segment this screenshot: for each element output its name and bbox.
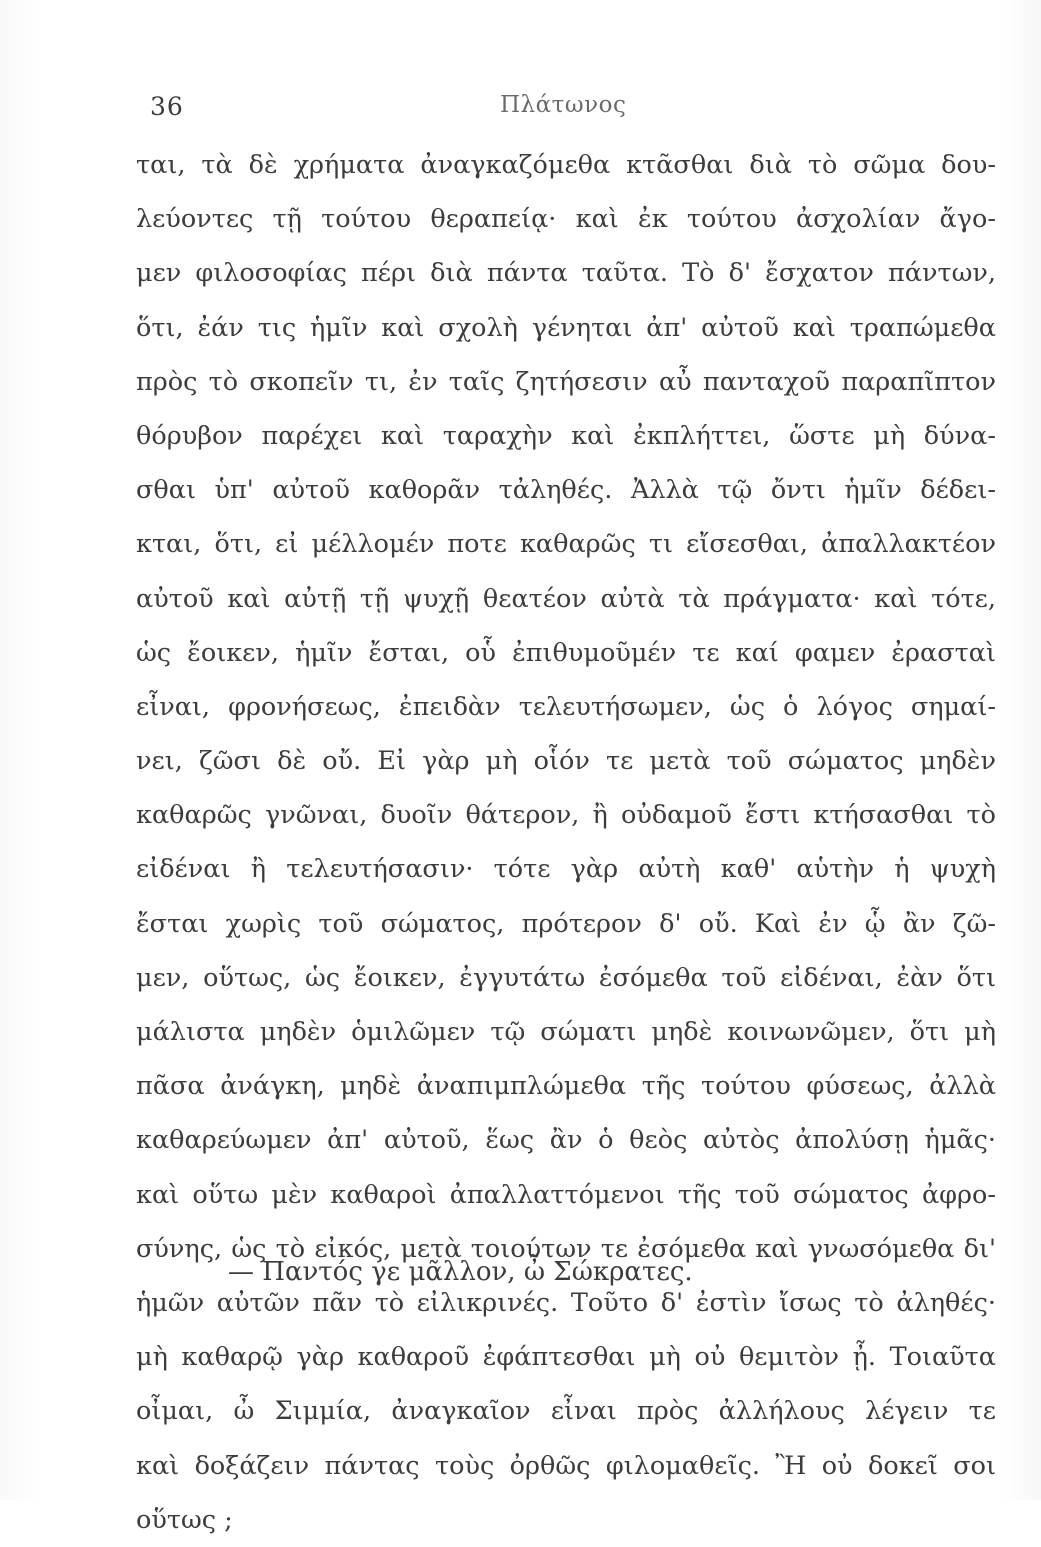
text-line: πρὸς τὸ σκοπεῖν τι, ἐν ταῖς ζητήσεσιν αὖ πανταχοῦ παραπῖπτον bbox=[136, 366, 996, 397]
text-line: καθαρῶς γνῶναι, δυοῖν θάτερον, ἢ οὐδαμοῦ ἔστι κτήσασθαι τὸ bbox=[136, 800, 996, 831]
text-line: ται, τὰ δὲ χρήματα ἀναγκαζόμεθα κτᾶσθαι διὰ τὸ σῶμα δου- bbox=[136, 150, 996, 180]
text-line: ὡς ἔοικεν, ἡμῖν ἔσται, οὗ ἐπιθυμοῦμέν τε καί φαμεν ἐρασταὶ bbox=[136, 637, 996, 668]
text-line: εἰδέναι ἢ τελευτήσασιν· τότε γὰρ αὐτὴ καθ' αὑτὴν ἡ ψυχὴ bbox=[136, 854, 996, 885]
text-line: κται, ὅτι, εἰ μέλλομέν ποτε καθαρῶς τι εἴσεσθαι, ἀπαλλακτέον bbox=[136, 529, 996, 560]
body-text bbox=[136, 138, 996, 1547]
text-line: καὶ οὕτω μὲν καθαροὶ ἀπαλλαττόμενοι τῆς τοῦ σώματος ἀφρο- bbox=[136, 1179, 996, 1210]
text-line: θόρυβον παρέχει καὶ ταραχὴν καὶ ἐκπλήττει, ὥστε μὴ δύνα- bbox=[136, 420, 996, 451]
page-number: 36 bbox=[150, 92, 184, 121]
text-line: καὶ δοξάζειν πάντας τοὺς ὀρθῶς φιλομαθεῖς. Ἢ οὐ δοκεῖ σοι bbox=[136, 1450, 996, 1481]
text-line: καθαρεύωμεν ἀπ' αὐτοῦ, ἕως ἂν ὁ θεὸς αὐτὸς ἀπολύσῃ ἡμᾶς· bbox=[136, 1125, 996, 1156]
text-line: μάλιστα μηδὲν ὁμιλῶμεν τῷ σώματι μηδὲ κοινωνῶμεν, ὅτι μὴ bbox=[136, 1017, 996, 1047]
text-line: μεν φιλοσοφίας πέρι διὰ πάντα ταῦτα. Τὸ δ' ἔσχατον πάντων, bbox=[136, 258, 996, 289]
text-line: οὕτως ; bbox=[136, 1504, 233, 1535]
running-head bbox=[0, 92, 1041, 132]
text-line: αὐτοῦ καὶ αὐτῇ τῇ ψυχῇ θεατέον αὐτὰ τὰ πράγματα· καὶ τότε, bbox=[136, 583, 996, 614]
text-line: πᾶσα ἀνάγκη, μηδὲ ἀναπιμπλώμεθα τῆς τούτου φύσεως, ἀλλὰ bbox=[136, 1071, 996, 1102]
running-title: Πλάτωνος bbox=[500, 92, 627, 118]
text-line: εἶναι, φρονήσεως, ἐπειδὰν τελευτήσωμεν, ὡς ὁ λόγος σημαί- bbox=[136, 691, 996, 722]
text-line: ἡμῶν αὐτῶν πᾶν τὸ εἰλικρινές. Τοῦτο δ' ἐστὶν ἴσως τὸ ἀληθές· bbox=[136, 1287, 996, 1318]
text-line: σθαι ὑπ' αὐτοῦ καθορᾶν τἀληθές. Ἀλλὰ τῷ ὄντι ἡμῖν δέδει- bbox=[136, 475, 996, 506]
text-line: ὅτι, ἐάν τις ἡμῖν καὶ σχολὴ γένηται ἀπ' αὐτοῦ καὶ τραπώμεθα bbox=[136, 312, 996, 343]
text-line: μεν, οὕτως, ὡς ἔοικεν, ἐγγυτάτω ἐσόμεθα τοῦ εἰδέναι, ἐὰν ὅτι bbox=[136, 962, 996, 993]
text-line: νει, ζῶσι δὲ οὔ. Εἰ γὰρ μὴ οἷόν τε μετὰ τοῦ σώματος μηδὲν bbox=[136, 746, 996, 777]
text-line: οἶμαι, ὦ Σιμμία, ἀναγκαῖον εἶναι πρὸς ἀλλήλους λέγειν τε bbox=[136, 1396, 996, 1427]
dialogue-reply: — Παντός γε μᾶλλον, ὦ Σώκρατες. bbox=[228, 1257, 693, 1287]
text-line: λεύοντες τῇ τούτου θεραπείᾳ· καὶ ἐκ τούτου ἀσχολίαν ἄγο- bbox=[136, 204, 996, 235]
text-line: σύνης, ὡς τὸ εἰκός, μετὰ τοιούτων τε ἐσόμεθα καὶ γνωσόμεθα δι' bbox=[136, 1233, 996, 1264]
text-line: μὴ καθαρῷ γὰρ καθαροῦ ἐφάπτεσθαι μὴ οὐ θεμιτὸν ᾖ. Τοιαῦτα bbox=[136, 1342, 996, 1373]
text-line: ἔσται χωρὶς τοῦ σώματος, πρότερον δ' οὔ. Καὶ ἐν ᾧ ἂν ζῶ- bbox=[136, 908, 996, 939]
